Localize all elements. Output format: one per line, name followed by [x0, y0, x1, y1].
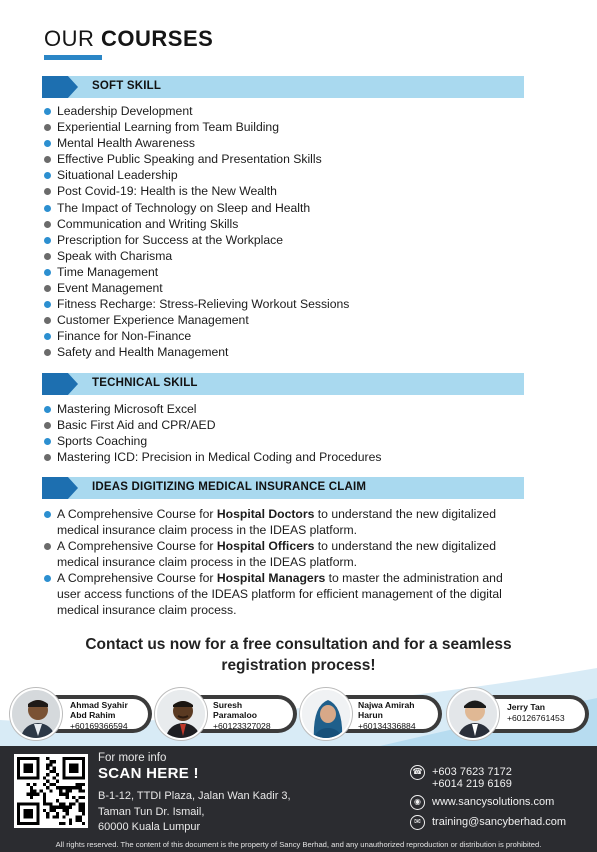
list-item	[44, 401, 381, 417]
copyright-text: All rights reserved. The content of this document is the property of Sancy Berhad, and any unauthorized reproduction or distribution is prohibited.	[55, 840, 542, 849]
phone-icon: ☎	[410, 765, 425, 780]
ideas-course-list	[44, 506, 524, 618]
title-underline	[44, 55, 102, 60]
person-name: Ahmad Syahir Abd Rahim	[70, 700, 128, 720]
scan-here-label: SCAN HERE !	[98, 765, 199, 782]
person-photo	[155, 688, 207, 740]
course-name: Experiential Learning from Team Building	[57, 120, 279, 135]
list-item	[44, 119, 349, 135]
page-title	[44, 26, 213, 52]
bullet-icon	[44, 406, 51, 413]
bullet-icon	[44, 188, 51, 195]
phone-row[interactable]: ☎ +603 7623 7172 +6014 219 6169	[410, 766, 566, 796]
list-item	[44, 538, 524, 570]
course-name: Prescription for Success at the Workplace	[57, 232, 284, 247]
soft-skill-list	[44, 103, 349, 361]
course-name: Mastering ICD: Precision in Medical Coding and Procedures	[57, 450, 382, 465]
contact-cta-line2: registration process!	[221, 657, 376, 674]
contact-cta-line1: Contact us now for a free consultation and for a seamless	[85, 636, 512, 653]
list-item	[44, 506, 524, 538]
list-item	[44, 280, 349, 296]
bullet-icon	[44, 575, 51, 582]
bullet-icon	[44, 269, 51, 276]
list-item	[44, 200, 349, 216]
address: B-1-12, TTDI Plaza, Jalan Wan Kadir 3, Taman Tun Dr. Ismail, 60000 Kuala Lumpur	[98, 790, 291, 833]
bullet-icon	[44, 140, 51, 147]
person-phone: +60123327028	[213, 721, 271, 731]
title-prefix: OUR	[44, 26, 95, 51]
audience-label: Hospital Managers	[216, 571, 326, 585]
course-text: A Comprehensive Course for	[57, 507, 217, 521]
email-link[interactable]: ✉ training@sancyberhad.com	[410, 816, 566, 836]
course-name: Communication and Writing Skills	[57, 216, 239, 231]
bullet-icon	[44, 221, 51, 228]
course-name: Sports Coaching	[57, 434, 148, 449]
bullet-icon	[44, 422, 51, 429]
contact-person-4	[447, 688, 589, 740]
globe-icon: ◉	[410, 795, 425, 810]
bullet-icon	[44, 156, 51, 163]
section-title: IDEAS DIGITIZING MEDICAL INSURANCE CLAIM	[92, 481, 367, 493]
bullet-icon	[44, 108, 51, 115]
course-name: Customer Experience Management	[57, 313, 249, 328]
course-text: to master the administration and user access functions of the IDEAS platform for efficient management of the digital medical insurance claim process.	[57, 571, 503, 617]
technical-skill-list	[44, 401, 381, 465]
course-name: Leadership Development	[57, 104, 193, 118]
audience-label: Hospital Doctors	[216, 507, 315, 521]
course-name: Fitness Recharge: Stress-Relieving Workout Sessions	[57, 297, 350, 312]
list-item	[44, 328, 349, 344]
list-item	[44, 449, 381, 465]
course-text: A Comprehensive Course for	[57, 571, 217, 585]
person-name: Suresh Paramaloo	[213, 700, 257, 720]
list-item	[44, 151, 349, 167]
contact-person-2	[155, 688, 297, 740]
course-name: Situational Leadership	[57, 168, 178, 183]
list-item	[44, 433, 381, 449]
person-name: Jerry Tan	[507, 702, 546, 712]
course-name: Event Management	[57, 281, 163, 296]
bullet-icon	[44, 349, 51, 356]
course-name: Mastering Microsoft Excel	[57, 402, 197, 416]
bullet-icon	[44, 454, 51, 461]
section-title: SOFT SKILL	[92, 80, 162, 92]
section-title: TECHNICAL SKILL	[92, 377, 198, 389]
course-name: Mental Health Awareness	[57, 136, 195, 151]
person-phone: +60126761453	[507, 713, 565, 723]
title-bold: COURSES	[101, 26, 214, 51]
email-icon: ✉	[410, 815, 425, 830]
section-header-technical-skill	[42, 373, 524, 395]
audience-label: Hospital Officers	[216, 539, 315, 553]
bullet-icon	[44, 333, 51, 340]
course-name: Speak with Charisma	[57, 248, 173, 263]
person-photo	[10, 688, 62, 740]
bullet-icon	[44, 205, 51, 212]
bullet-icon	[44, 511, 51, 518]
bullet-icon	[44, 253, 51, 260]
bullet-icon	[44, 301, 51, 308]
person-phone: +60169366594	[70, 721, 128, 731]
section-header-ideas	[42, 477, 524, 499]
list-item	[44, 216, 349, 232]
course-text: A Comprehensive Course for	[57, 539, 217, 553]
person-photo	[447, 688, 499, 740]
course-text: to understand the new digitalized medical insurance claim process in the IDEAS platform.	[57, 507, 496, 537]
more-info-label: For more info	[98, 752, 167, 764]
bullet-icon	[44, 543, 51, 550]
bullet-icon	[44, 172, 51, 179]
list-item	[44, 248, 349, 264]
course-name: Effective Public Speaking and Presentation Skills	[57, 152, 322, 167]
section-header-soft-skill	[42, 76, 524, 98]
person-phone: +60134336884	[358, 721, 416, 731]
list-item	[44, 296, 349, 312]
footer-contact-list	[410, 766, 566, 836]
list-item	[44, 264, 349, 280]
person-name: Najwa Amirah Harun	[358, 700, 415, 720]
bullet-icon	[44, 438, 51, 445]
list-item	[44, 183, 349, 199]
section-arrow-icon	[42, 76, 78, 98]
course-name: Time Management	[57, 264, 159, 279]
list-item	[44, 135, 349, 151]
bullet-icon	[44, 237, 51, 244]
course-name: Safety and Health Management	[57, 345, 229, 360]
section-arrow-icon	[42, 477, 78, 499]
course-text: to understand the new digitalized medical insurance claim process in the IDEAS platform.	[57, 539, 496, 569]
list-item	[44, 232, 349, 248]
footer	[0, 746, 597, 852]
list-item	[44, 417, 381, 433]
course-name: The Impact of Technology on Sleep and Health	[57, 200, 311, 215]
person-photo	[300, 688, 352, 740]
list-item	[44, 344, 349, 360]
bullet-icon	[44, 124, 51, 131]
list-item	[44, 570, 524, 618]
contact-person-3	[300, 688, 442, 740]
course-name: Post Covid-19: Health is the New Wealth	[57, 184, 277, 199]
list-item	[44, 167, 349, 183]
section-arrow-icon	[42, 373, 78, 395]
bullet-icon	[44, 317, 51, 324]
course-name: Basic First Aid and CPR/AED	[57, 418, 216, 433]
website-link[interactable]: ◉ www.sancysolutions.com	[410, 796, 566, 816]
contact-person-1	[10, 688, 152, 740]
qr-code-icon[interactable]	[14, 754, 88, 828]
bullet-icon	[44, 285, 51, 292]
list-item	[44, 312, 349, 328]
course-name: Finance for Non-Finance	[57, 329, 192, 344]
list-item	[44, 103, 349, 119]
